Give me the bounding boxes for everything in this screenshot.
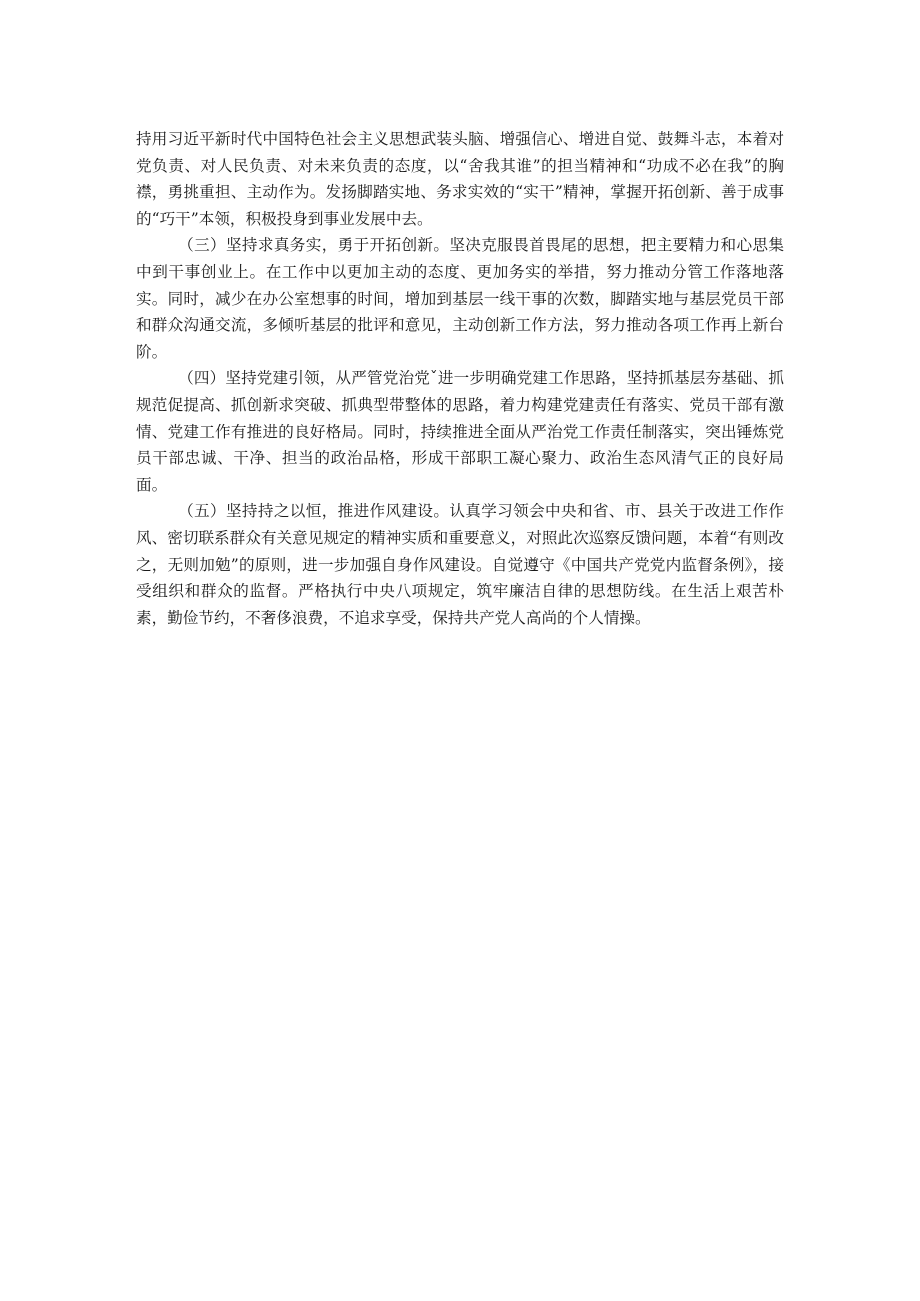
paragraph-section-5: （五）坚持持之以恒，推进作风建设。认真学习领会中央和省、市、县关于改进工作作风、密切联系群众有关意见规定的精神实质和重要意义，对照此次巡察反馈问题，本着“有则改之，无则加勉”的原则，进一步加强自身作风建设。自觉遵守《中国共产党党内监督条例》，接受组织和群众的监督。严格执行中央八项规定，筑牢廉洁自律的思想防线。在生活上艰苦朴素，勤俭节约，不奢侈浪费，不追求享受，保持共产党人高尚的个人情操。 — [136, 502, 784, 627]
paragraph-section-4: （四）坚持党建引领，从严管党治党ˇ进一步明确党建工作思路，坚持抓基层夯基础、抓规范促提高、抓创新求突破、抓典型带整体的思路，着力构建党建责任有落实、党员干部有激情、党建工作有推进的良好格局。同时，持续推进全面从严治党工作责任制落实，突出锤炼党员干部忠诚、干净、担当的政治品格，形成干部职工凝心聚力、政治生态风清气正的良好局面。 — [136, 369, 784, 494]
document-body — [136, 126, 784, 631]
paragraph-section-3: （三）坚持求真务实，勇于开拓创新。坚决克服畏首畏尾的思想，把主要精力和心思集中到干事创业上。在工作中以更加主动的态度、更加务实的举措，努力推动分管工作落地落实。同时，减少在办公室想事的时间，增加到基层一线干事的次数，脚踏实地与基层党员干部和群众沟通交流，多倾听基层的批评和意见，主动创新工作方法，努力推动各项工作再上新台阶。 — [136, 236, 784, 361]
paragraph-continuation: 持用习近平新时代中国特色社会主义思想武装头脑、增强信心、增进自觉、鼓舞斗志，本着对党负责、对人民负责、对未来负责的态度，以“舍我其谁”的担当精神和“功成不必在我”的胸襟，勇挑重担、主动作为。发扬脚踏实地、务求实效的“实干”精神，掌握开拓创新、善于成事的“巧干”本领，积极投身到事业发展中去。 — [136, 130, 784, 228]
